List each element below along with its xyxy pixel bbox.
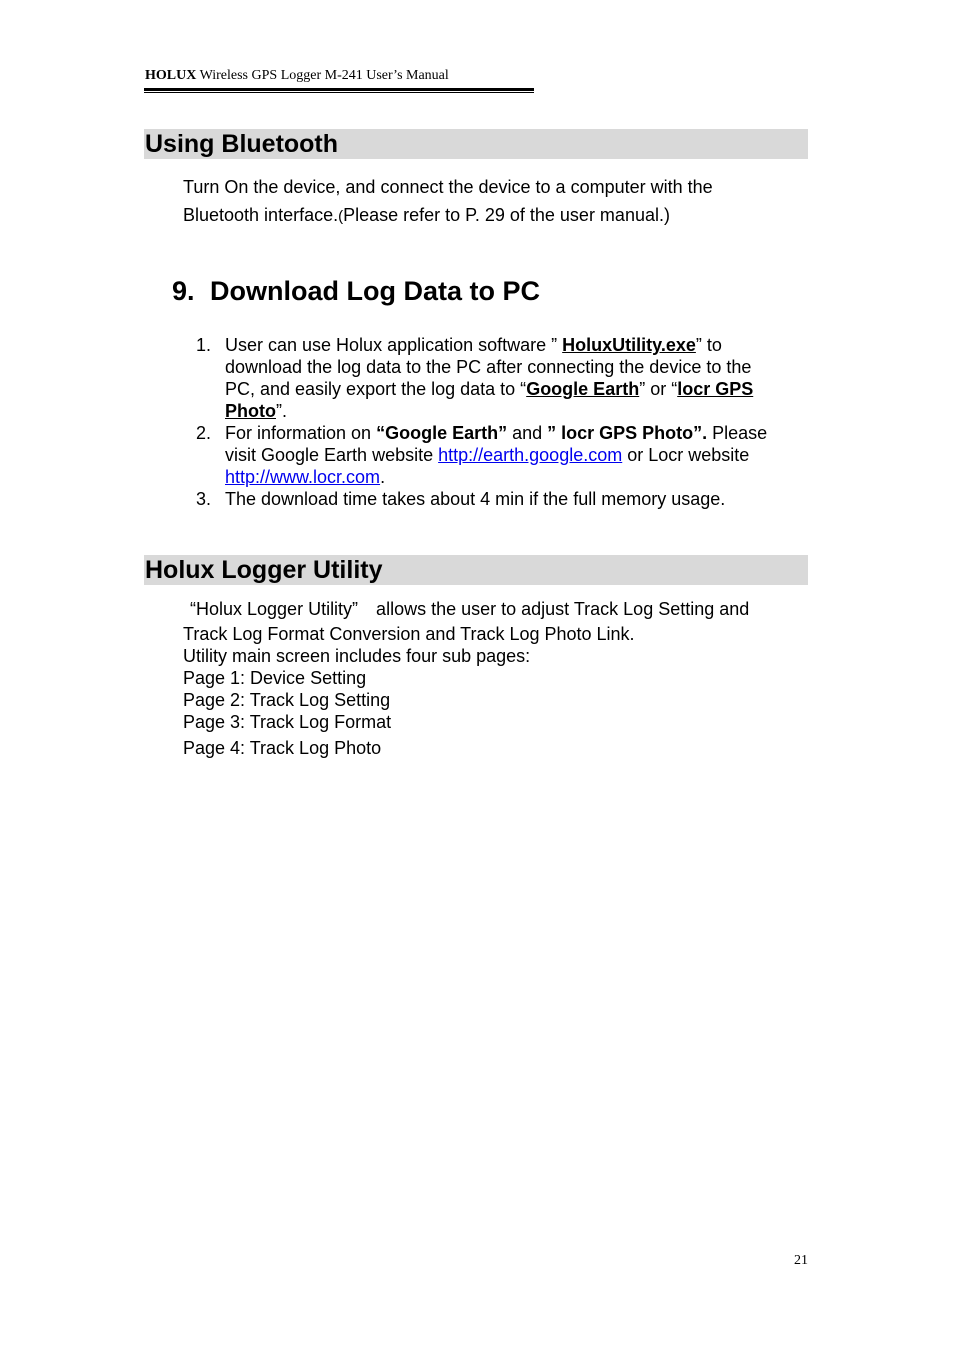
step-2-line-3 [225, 466, 816, 488]
list-marker: 3. [196, 489, 212, 509]
step-1-line-1 [225, 334, 816, 356]
step-text: ” or “ [639, 379, 678, 399]
locr-gps-photo-link-cont[interactable]: Photo [225, 401, 276, 421]
step-text: . [380, 467, 386, 487]
step-3-line-1: The download time takes about 4 min if the full memory usage. [225, 489, 726, 509]
page-number: 21 [794, 1253, 808, 1268]
chapter-title: Download Log Data to PC [210, 276, 540, 306]
utility-intro-line-1: “Holux Logger Utility” allows the user to adjust Track Log Setting and [190, 599, 750, 619]
header-brand: HOLUX [145, 68, 197, 83]
holuxutility-link[interactable]: HoluxUtility.exe [562, 335, 696, 355]
utility-page-item: Page 1: Device Setting [183, 668, 367, 688]
utility-intro-line-2: Track Log Format Conversion and Track Log Photo Link. [183, 624, 635, 644]
step-text: PC, and easily export the log data to “ [225, 379, 527, 399]
running-header [145, 67, 534, 85]
header-rule-thin [144, 92, 534, 93]
step-1-line-2: download the log data to the PC after connecting the device to the [225, 357, 752, 377]
section-heading-holux-logger-utility: Holux Logger Utility [144, 555, 808, 585]
step-1-line-3 [225, 378, 816, 400]
header-rule [144, 88, 534, 91]
chapter-number: 9. [172, 276, 195, 306]
locr-url-link[interactable]: http://www.locr.com [225, 467, 381, 487]
locr-gps-photo-link[interactable]: locr GPS [677, 379, 754, 399]
locr-gps-photo-bold: ” locr GPS Photo”. [547, 423, 708, 443]
step-text: and [507, 423, 548, 443]
step-text: ” to [695, 335, 722, 355]
utility-page-item: Page 3: Track Log Format [183, 712, 392, 732]
step-2-line-2 [225, 444, 816, 466]
section-heading-using-bluetooth: Using Bluetooth [144, 129, 808, 159]
list-item [196, 422, 816, 488]
utility-page-item: Page 2: Track Log Setting [183, 690, 391, 710]
step-text: User can use Holux application software ” [225, 335, 563, 355]
bluetooth-line-1: Turn On the device, and connect the device to a computer with the [183, 177, 713, 197]
bluetooth-line-2 [183, 204, 670, 228]
step-text: Please [707, 423, 768, 443]
steps-list [196, 334, 816, 510]
step-text: For information on [225, 423, 377, 443]
bluetooth-line-2b: ( [338, 208, 344, 225]
google-earth-link[interactable]: Google Earth [526, 379, 640, 399]
bluetooth-line-2c: Please refer to P. 29 of the user manual.) [343, 205, 670, 225]
step-2-line-1 [225, 422, 816, 444]
utility-page-item: Page 4: Track Log Photo [183, 738, 382, 758]
bluetooth-line-2a: Bluetooth interface. [183, 205, 339, 225]
header-title: Wireless GPS Logger M-241 User’s Manual [196, 68, 449, 83]
list-item [196, 488, 816, 510]
chapter-heading [172, 274, 540, 308]
step-text: or Locr website [622, 445, 750, 465]
utility-intro-line-3: Utility main screen includes four sub pages: [183, 646, 531, 666]
step-text: visit Google Earth website [225, 445, 439, 465]
step-1-line-4 [225, 400, 816, 422]
list-item [196, 334, 816, 422]
bluetooth-paragraph [183, 176, 713, 228]
google-earth-url-link[interactable]: http://earth.google.com [438, 445, 623, 465]
google-earth-bold: “Google Earth” [376, 423, 508, 443]
step-text: ”. [276, 401, 287, 421]
list-marker: 2. [196, 423, 212, 443]
list-marker: 1. [196, 335, 212, 355]
